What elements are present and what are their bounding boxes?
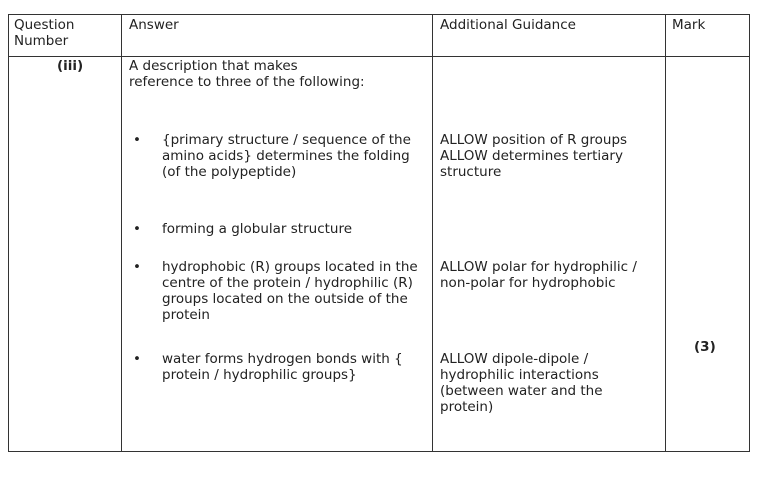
header-mark: Mark — [672, 17, 706, 33]
header-divider — [9, 56, 749, 57]
bullet-icon: • — [133, 259, 141, 275]
mark-value: (3) — [694, 339, 716, 355]
header-answer: Answer — [129, 17, 179, 33]
column-divider — [665, 15, 666, 451]
answer-point: hydrophobic (R) groups located in the centre of the protein / hydrophilic (R) groups located on the outside of the protein — [162, 259, 418, 323]
guidance-text: ALLOW polar for hydrophilic / non-polar for hydrophobic — [440, 259, 637, 291]
answer-point: water forms hydrogen bonds with { protein / hydrophilic groups} — [162, 351, 403, 383]
guidance-text: ALLOW position of R groups ALLOW determines tertiary structure — [440, 132, 628, 180]
question-number: (iii) — [57, 58, 84, 74]
column-divider — [121, 15, 122, 451]
header-additional-guidance: Additional Guidance — [440, 17, 576, 33]
bullet-icon: • — [133, 221, 141, 237]
guidance-text: ALLOW dipole-dipole / hydrophilic interactions (between water and the protein) — [440, 351, 603, 415]
header-question-number: Question Number — [14, 17, 75, 49]
bullet-icon: • — [133, 132, 141, 148]
answer-point: {primary structure / sequence of the amino acids} determines the folding (of the polypeptide) — [162, 132, 411, 180]
bullet-icon: • — [133, 351, 141, 367]
answer-intro: A description that makes reference to three of the following: — [129, 58, 365, 90]
mark-scheme-table — [8, 14, 750, 452]
answer-point: forming a globular structure — [162, 221, 353, 237]
column-divider — [432, 15, 433, 451]
